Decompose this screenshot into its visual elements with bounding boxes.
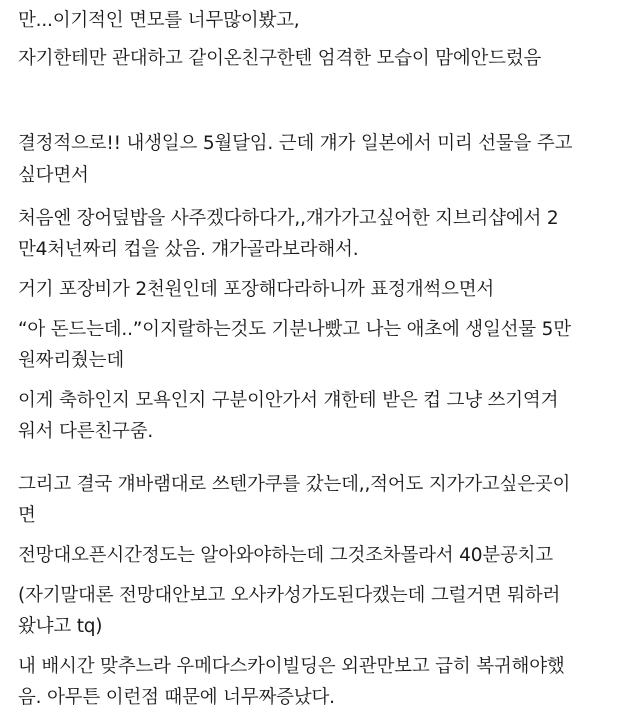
text-line: 이게 축하인지 모욕인지 구분이안가서 걔한테 받은 컵 그냥 쓰기역겨 <box>18 390 559 411</box>
text-line: 만...이기적인 면모를 너무많이봤고, <box>18 10 300 31</box>
text-line: 처음엔 장어덮밥을 사주겠다하다가,,걔가가고싶어한 지브리샵에서 2 <box>18 208 559 229</box>
text-line: 음. 아무튼 이런점 때문에 너무짜증났다. <box>18 687 335 708</box>
text-line: 내 배시간 맞추느라 우메다스카이빌딩은 외관만보고 급히 복귀해야했 <box>18 656 565 677</box>
text-line: 만4처넌짜리 컵을 샀음. 걔가골라보라해서. <box>18 239 359 260</box>
text-line: 원짜리줬는데 <box>18 350 125 371</box>
text-line: (자기말대론 전망대안보고 오사카성가도된다캤는데 그럴거면 뭐하러 <box>18 585 561 606</box>
text-line: 왔냐고 tq) <box>18 616 103 637</box>
text-line: 결정적으로!! 내생일으 5월달임. 근데 걔가 일본에서 미리 선물을 주고 <box>18 133 573 154</box>
text-line: 거기 포장비가 2천원인데 포장해다라하니까 표정개썩으면서 <box>18 279 495 300</box>
text-line: 그리고 결국 걔바램대로 쓰텐가쿠를 갔는데,,적어도 지가가고싶은곳이 <box>18 474 571 495</box>
text-line: 자기한테만 관대하고 같이온친구한텐 엄격한 모습이 맘에안드렀음 <box>18 48 542 69</box>
text-line: “아 돈드는데..”이지랄하는것도 기분나빴고 나는 애초에 생일선물 5만 <box>18 319 571 340</box>
text-line: 워서 다른친구줌. <box>18 421 154 442</box>
text-line: 전망대오픈시간정도는 알아와야하는데 그것조차몰라서 40분공치고 <box>18 545 553 566</box>
text-line: 면 <box>18 505 36 526</box>
text-line: 싶다면서 <box>18 165 89 186</box>
